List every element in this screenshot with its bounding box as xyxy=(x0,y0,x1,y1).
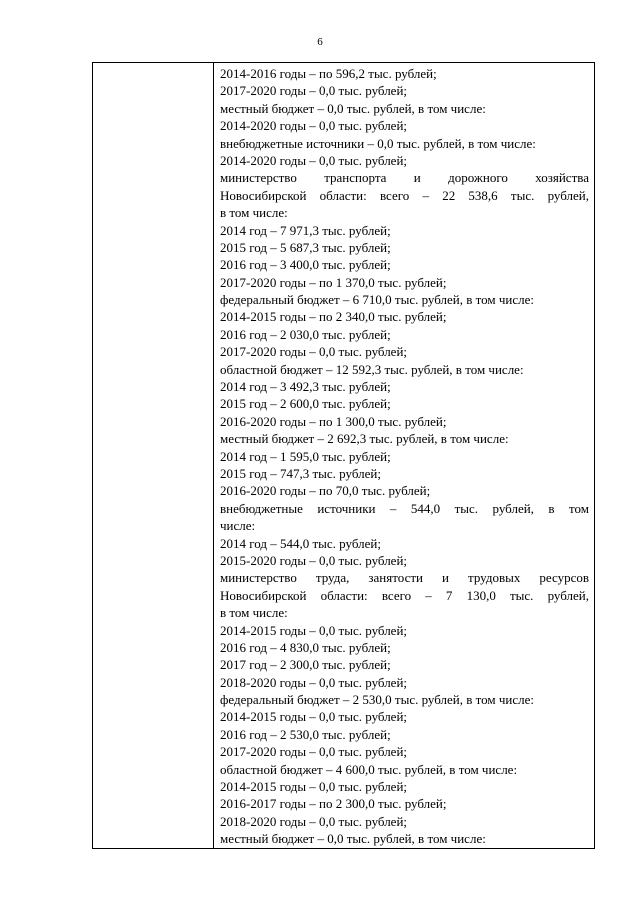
text-line: 2018-2020 годы – 0,0 тыс. рублей; xyxy=(220,674,408,690)
text-line: областной бюджет – 4 600,0 тыс. рублей, в том числе: xyxy=(220,761,518,777)
text-line: местный бюджет – 2 692,3 тыс. рублей, в том числе: xyxy=(220,431,509,447)
text-line: 2015 год – 5 687,3 тыс. рублей; xyxy=(220,239,391,255)
text-line: Новосибирской области: всего – 22 538,6 тыс. рублей, xyxy=(220,187,589,203)
text-line: 2016 год – 3 400,0 тыс. рублей; xyxy=(220,257,391,273)
funding-table xyxy=(92,62,595,849)
text-line: 2014-2020 годы – 0,0 тыс. рублей; xyxy=(220,152,408,168)
text-line: министерство транспорта и дорожного хозяйства xyxy=(220,170,589,186)
text-line: 2018-2020 годы – 0,0 тыс. рублей; xyxy=(220,813,408,829)
text-line: 2014 год – 1 595,0 тыс. рублей; xyxy=(220,448,391,464)
text-line: в том числе: xyxy=(220,605,288,621)
text-line: 2015-2020 годы – 0,0 тыс. рублей; xyxy=(220,552,408,568)
text-line: 2014 год – 3 492,3 тыс. рублей; xyxy=(220,379,391,395)
text-line: 2016-2017 годы – по 2 300,0 тыс. рублей; xyxy=(220,796,447,812)
text-line: местный бюджет – 0,0 тыс. рублей, в том числе: xyxy=(220,831,486,847)
funding-text-block xyxy=(214,63,594,848)
text-line: 2014-2020 годы – 0,0 тыс. рублей; xyxy=(220,118,408,134)
text-line: 2014-2016 годы – по 596,2 тыс. рублей; xyxy=(220,66,437,81)
text-line: Новосибирской области: всего – 7 130,0 тыс. рублей, xyxy=(220,587,589,603)
text-line: в том числе: xyxy=(220,205,288,221)
text-line: 2014 год – 7 971,3 тыс. рублей; xyxy=(220,222,391,238)
text-line: 2014-2015 годы – по 2 340,0 тыс. рублей; xyxy=(220,309,447,325)
text-line: 2015 год – 2 600,0 тыс. рублей; xyxy=(220,396,391,412)
text-line: 2014-2015 годы – 0,0 тыс. рублей; xyxy=(220,709,408,725)
text-line: 2017-2020 годы – 0,0 тыс. рублей; xyxy=(220,83,408,99)
text-line: 2016-2020 годы – по 1 300,0 тыс. рублей; xyxy=(220,413,447,429)
text-line: министерство труда, занятости и трудовых ресурсов xyxy=(220,570,589,586)
text-line: 2017-2020 годы – 0,0 тыс. рублей; xyxy=(220,744,408,760)
text-line: областной бюджет – 12 592,3 тыс. рублей, в том числе: xyxy=(220,361,524,377)
text-line: федеральный бюджет – 2 530,0 тыс. рублей, в том числе: xyxy=(220,692,535,708)
text-line: 2016 год – 2 530,0 тыс. рублей; xyxy=(220,726,391,742)
table-cell-right xyxy=(214,63,595,849)
text-line: 2016 год – 4 830,0 тыс. рублей; xyxy=(220,639,391,655)
table-cell-left xyxy=(93,63,214,849)
text-line: 2017-2020 годы – по 1 370,0 тыс. рублей; xyxy=(220,274,447,290)
text-line: 2017-2020 годы – 0,0 тыс. рублей; xyxy=(220,344,408,360)
table-row xyxy=(93,63,595,849)
text-line: местный бюджет – 0,0 тыс. рублей, в том числе: xyxy=(220,100,486,116)
text-line: 2014-2015 годы – 0,0 тыс. рублей; xyxy=(220,779,408,795)
text-line: 2016-2020 годы – по 70,0 тыс. рублей; xyxy=(220,483,431,499)
text-line: 2015 год – 747,3 тыс. рублей; xyxy=(220,465,381,481)
text-line: 2016 год – 2 030,0 тыс. рублей; xyxy=(220,326,391,342)
text-line: внебюджетные источники – 0,0 тыс. рублей, в том числе: xyxy=(220,135,536,151)
text-line: числе: xyxy=(220,518,256,534)
text-line: внебюджетные источники – 544,0 тыс. рублей, в том xyxy=(220,500,589,516)
text-line: 2014 год – 544,0 тыс. рублей; xyxy=(220,535,381,551)
text-line: 2014-2015 годы – 0,0 тыс. рублей; xyxy=(220,622,408,638)
text-line: федеральный бюджет – 6 710,0 тыс. рублей, в том числе: xyxy=(220,292,535,308)
page-number: 6 xyxy=(317,36,323,48)
text-line: 2017 год – 2 300,0 тыс. рублей; xyxy=(220,657,391,673)
